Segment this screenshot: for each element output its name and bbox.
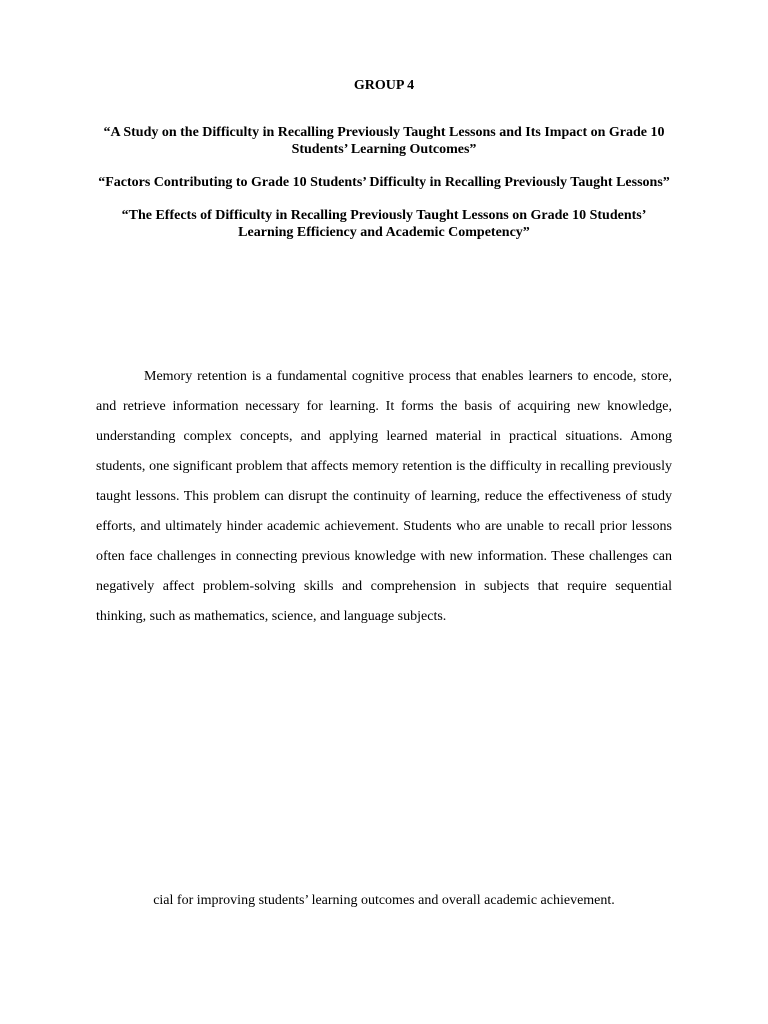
research-titles xyxy=(96,124,672,257)
research-title-2: “Factors Contributing to Grade 10 Students’ Difficulty in Recalling Previously Taught Lessons” xyxy=(98,175,670,190)
truncated-text-line: cial for improving students’ learning outcomes and overall academic achievement. xyxy=(153,893,615,908)
body-paragraph: Memory retention is a fundamental cognitive process that enables learners to encode, store, and retrieve information necessary for learning. It forms the basis of acquiring new knowledge, understanding complex concepts, and applying learned material in practical situations. Among students, one significant problem that affects memory retention is the difficulty in recalling previously taught lessons. This problem can disrupt the continuity of learning, reduce the effectiveness of study efforts, and ultimately hinder academic achievement. Students who are unable to recall prior lessons often face challenges in connecting previous knowledge with new information. These challenges can negatively affect problem-solving skills and comprehension in subjects that require sequential thinking, such as mathematics, science, and language subjects. xyxy=(96,369,672,624)
research-title-3: “The Effects of Difficulty in Recalling Previously Taught Lessons on Grade 10 Students’ Learning Efficiency and Academic Competency” xyxy=(121,208,647,240)
group-heading: GROUP 4 xyxy=(353,78,415,93)
research-title-1: “A Study on the Difficulty in Recalling Previously Taught Lessons and Its Impact on Grade 10 Students’ Learning Outcomes” xyxy=(103,125,665,157)
